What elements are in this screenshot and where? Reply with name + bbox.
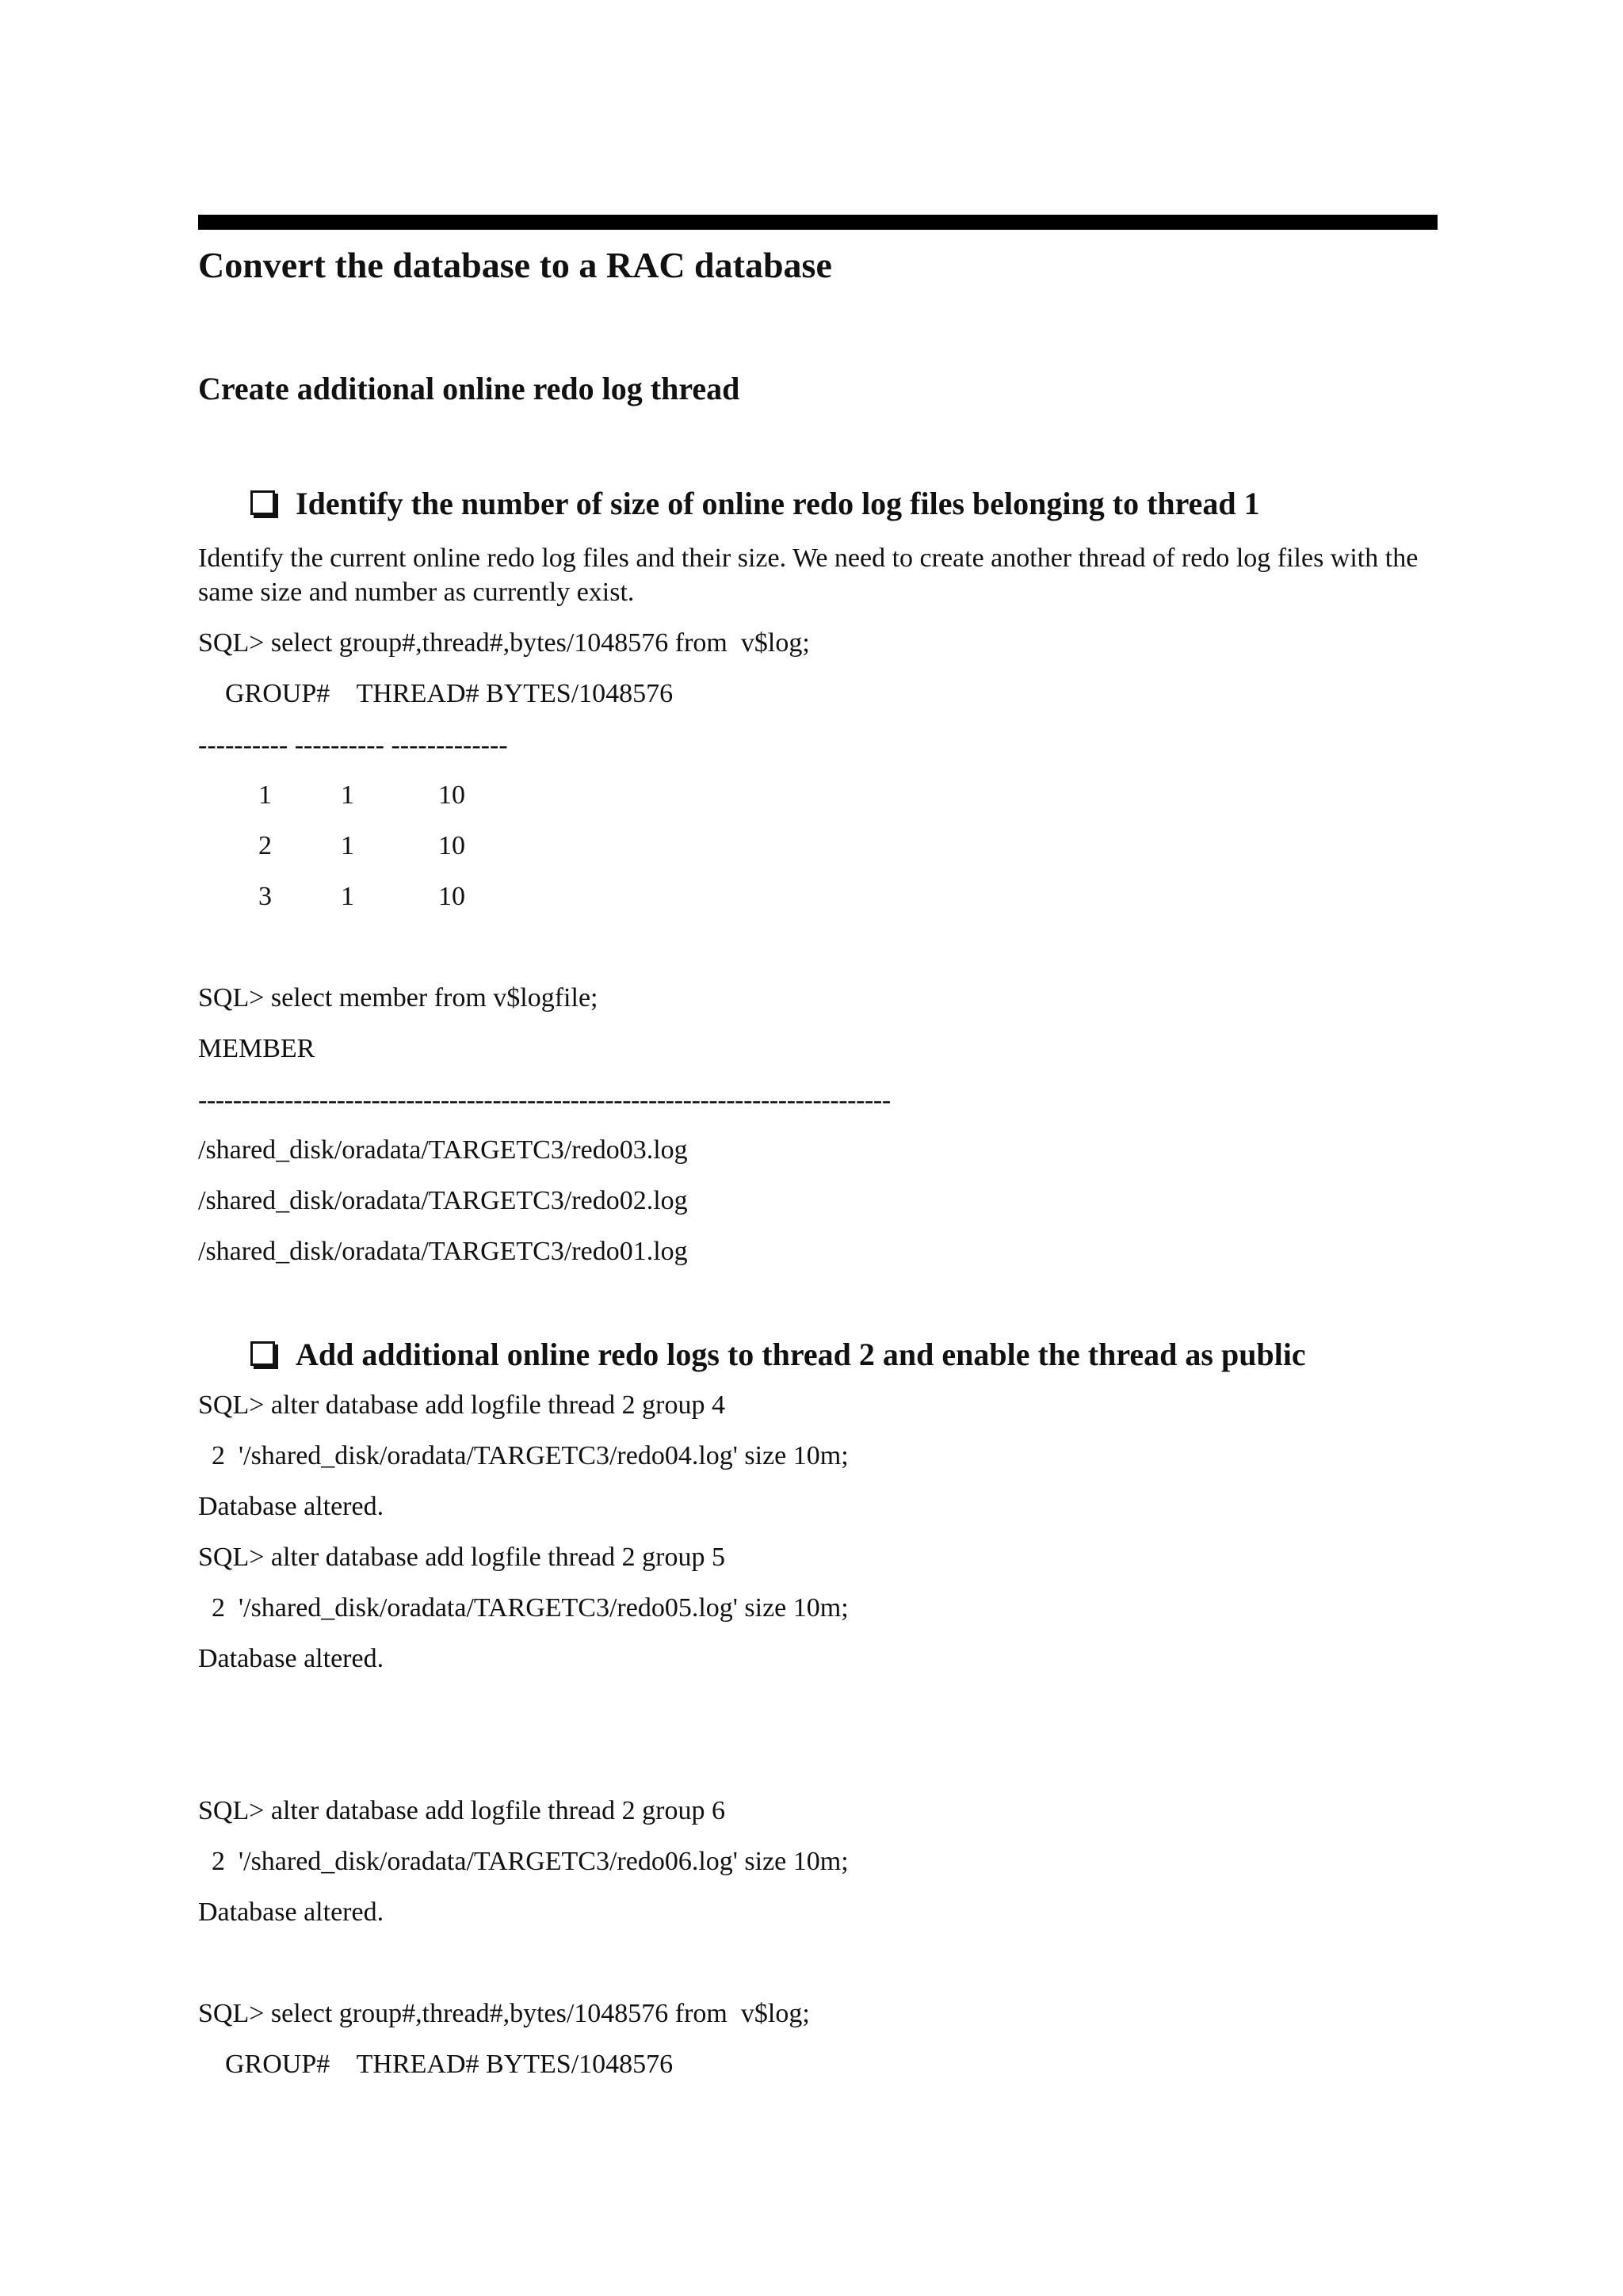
table-divider: ---------- ---------- ------------- [198,730,508,760]
step2-heading-text: Add additional online redo logs to thread 2 and enable the thread as public [296,1337,1306,1372]
table-header: GROUP# THREAD# BYTES/1048576 [225,2050,674,2079]
table-cell-bytes: 10 [438,831,465,860]
sql-line: SQL> alter database add logfile thread 2 group 6 [198,1796,725,1825]
step1-heading [250,488,1260,520]
table-cell-group: 2 [258,831,272,860]
sql-result: Database altered. [198,1492,384,1521]
sql-line: SQL> alter database add logfile thread 2 group 5 [198,1543,725,1572]
table-cell-thread: 1 [341,831,354,860]
query-select-log: SQL> select group#,thread#,bytes/1048576 from v$log; [198,628,810,658]
sql-line: SQL> alter database add logfile thread 2 group 4 [198,1390,725,1420]
checkbox-icon [250,490,275,515]
table-cell-group: 1 [258,780,272,810]
step2-heading [250,1339,1306,1371]
member-header: MEMBER [198,1034,315,1063]
query-select-member: SQL> select member from v$logfile; [198,983,598,1013]
table-cell-bytes: 10 [438,780,465,810]
sql-line: 2 '/shared_disk/oradata/TARGETC3/redo05.log' size 10m; [198,1593,849,1623]
page-title: Convert the database to a RAC database [198,245,832,285]
section-subtitle: Create additional online redo log thread [198,371,740,406]
table-header: GROUP# THREAD# BYTES/1048576 [225,679,674,708]
sql-result: Database altered. [198,1644,384,1673]
member-divider: -------------------------------------------------------------------------------- [198,1085,891,1115]
table-cell-group: 3 [258,882,272,911]
step1-heading-text: Identify the number of size of online redo log files belonging to thread 1 [296,486,1260,521]
sql-result: Database altered. [198,1897,384,1927]
table-cell-bytes: 10 [438,882,465,911]
member-path: /shared_disk/oradata/TARGETC3/redo01.log [198,1237,688,1266]
sql-line: SQL> select group#,thread#,bytes/1048576 from v$log; [198,1999,810,2028]
checkbox-icon [250,1341,275,1366]
member-path: /shared_disk/oradata/TARGETC3/redo03.log [198,1135,688,1165]
table-cell-thread: 1 [341,780,354,810]
step1-paragraph: Identify the current online redo log files and their size. We need to create another thread of redo log files with the same size and number as currently exist. [198,543,1419,607]
sql-line: 2 '/shared_disk/oradata/TARGETC3/redo06.log' size 10m; [198,1847,849,1876]
top-rule [198,215,1438,230]
member-path: /shared_disk/oradata/TARGETC3/redo02.log [198,1186,688,1215]
table-cell-thread: 1 [341,882,354,911]
sql-line: 2 '/shared_disk/oradata/TARGETC3/redo04.log' size 10m; [198,1441,849,1470]
